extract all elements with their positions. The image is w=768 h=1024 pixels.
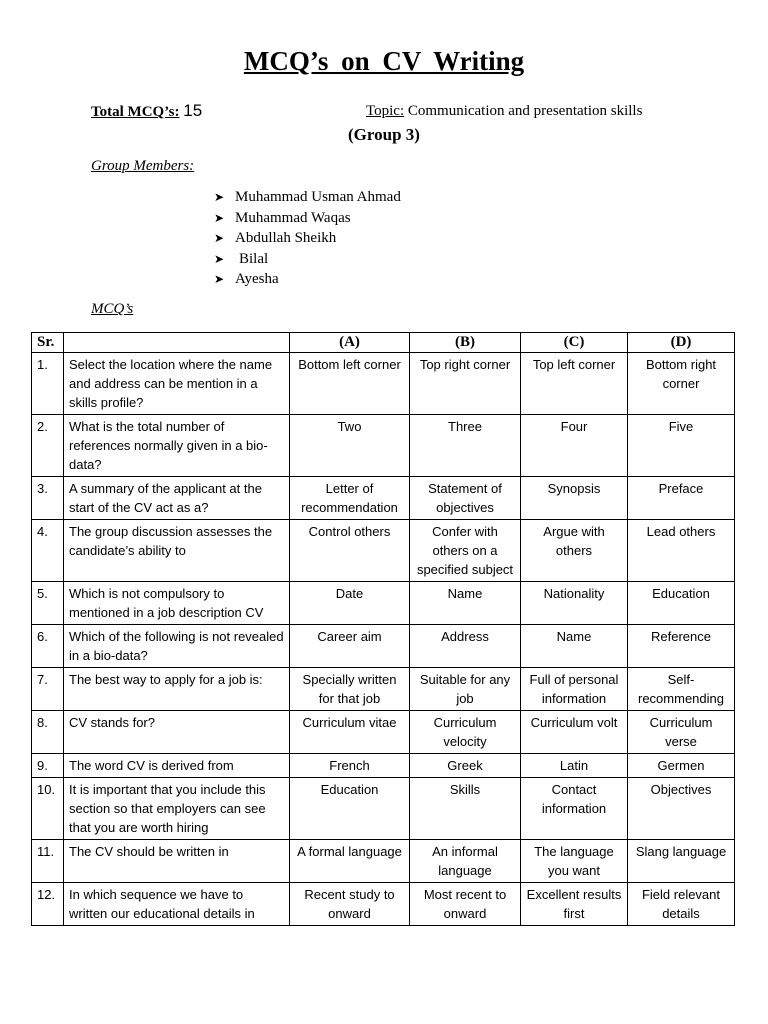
option-d: Field relevant details xyxy=(628,883,735,926)
option-d: Germen xyxy=(628,754,735,778)
question-text: Which is not compulsory to mentioned in a job description CV xyxy=(64,582,290,625)
question-number: 1. xyxy=(32,353,64,415)
table-row xyxy=(32,754,735,778)
option-b: Top right corner xyxy=(410,353,521,415)
question-number: 11. xyxy=(32,840,64,883)
option-c: The language you want xyxy=(521,840,628,883)
question-number: 9. xyxy=(32,754,64,778)
option-c: Synopsis xyxy=(521,477,628,520)
topic-value: Communication and presentation skills xyxy=(407,103,643,119)
option-c: Argue with others xyxy=(521,520,628,582)
option-d: Lead others xyxy=(628,520,735,582)
option-a: Education xyxy=(290,778,410,840)
option-c: Contact information xyxy=(521,778,628,840)
option-b: Name xyxy=(410,582,521,625)
option-a: Date xyxy=(290,582,410,625)
member-item xyxy=(214,269,401,290)
option-c: Latin xyxy=(521,754,628,778)
member-name: Bilal xyxy=(239,250,269,267)
option-c: Excellent results first xyxy=(521,883,628,926)
option-a: Curriculum vitae xyxy=(290,711,410,754)
question-number: 10. xyxy=(32,778,64,840)
question-number: 4. xyxy=(32,520,64,582)
table-header-row xyxy=(32,333,735,353)
question-text: Which of the following is not revealed in a bio-data? xyxy=(64,625,290,668)
table-row xyxy=(32,415,735,477)
question-text: A summary of the applicant at the start of the CV act as a? xyxy=(64,477,290,520)
option-b: Confer with others on a specified subject xyxy=(410,520,521,582)
table-row xyxy=(32,582,735,625)
option-c: Full of personal information xyxy=(521,668,628,711)
mcq-table xyxy=(31,332,735,926)
member-item xyxy=(214,187,401,208)
option-b: Curriculum velocity xyxy=(410,711,521,754)
header-option-c: (C) xyxy=(521,333,628,353)
question-number: 7. xyxy=(32,668,64,711)
arrow-bullet-icon: ➤ xyxy=(214,210,225,225)
member-item xyxy=(214,208,401,229)
option-b: Address xyxy=(410,625,521,668)
option-d: Education xyxy=(628,582,735,625)
question-number: 3. xyxy=(32,477,64,520)
member-name: Muhammad Waqas xyxy=(235,209,351,226)
member-name: Muhammad Usman Ahmad xyxy=(235,189,401,205)
question-text: CV stands for? xyxy=(64,711,290,754)
option-b: Suitable for any job xyxy=(410,668,521,711)
question-text: The best way to apply for a job is: xyxy=(64,668,290,711)
option-b: Greek xyxy=(410,754,521,778)
option-c: Four xyxy=(521,415,628,477)
table-row xyxy=(32,840,735,883)
total-mcqs-label: Total MCQ’s: xyxy=(91,104,180,120)
arrow-bullet-icon: ➤ xyxy=(214,190,225,204)
member-item xyxy=(214,228,401,249)
option-d: Self-recommending xyxy=(628,668,735,711)
option-d: Curriculum verse xyxy=(628,711,735,754)
table-row xyxy=(32,477,735,520)
group-members-list xyxy=(214,187,401,290)
option-b: Statement of objectives xyxy=(410,477,521,520)
question-number: 5. xyxy=(32,582,64,625)
arrow-bullet-icon: ➤ xyxy=(214,251,225,266)
table-row xyxy=(32,353,735,415)
header-option-d: (D) xyxy=(628,333,735,353)
option-a: Control others xyxy=(290,520,410,582)
option-c: Top left corner xyxy=(521,353,628,415)
question-text: In which sequence we have to written our educational details in xyxy=(64,883,290,926)
header-option-b: (B) xyxy=(410,333,521,353)
option-d: Bottom right corner xyxy=(628,353,735,415)
total-mcqs xyxy=(91,101,202,121)
option-a: Two xyxy=(290,415,410,477)
mcq-section-label: MCQ’s xyxy=(91,301,134,317)
question-number: 6. xyxy=(32,625,64,668)
option-a: Specially written for that job xyxy=(290,668,410,711)
total-mcqs-value: 15 xyxy=(183,101,203,120)
option-d: Five xyxy=(628,415,735,477)
table-row xyxy=(32,883,735,926)
member-name: Abdullah Sheikh xyxy=(235,230,337,246)
arrow-bullet-icon: ➤ xyxy=(214,272,225,286)
arrow-bullet-icon: ➤ xyxy=(214,231,225,245)
topic xyxy=(366,103,642,120)
option-b: An informal language xyxy=(410,840,521,883)
member-name: Ayesha xyxy=(235,271,279,287)
table-row xyxy=(32,625,735,668)
question-text: The CV should be written in xyxy=(64,840,290,883)
option-a: A formal language xyxy=(290,840,410,883)
question-number: 2. xyxy=(32,415,64,477)
question-number: 8. xyxy=(32,711,64,754)
option-a: Letter of recommendation xyxy=(290,477,410,520)
option-a: Recent study to onward xyxy=(290,883,410,926)
question-text: Select the location where the name and address can be mention in a skills profile? xyxy=(64,353,290,415)
option-a: French xyxy=(290,754,410,778)
member-item xyxy=(214,249,401,270)
header-option-a: (A) xyxy=(290,333,410,353)
table-row xyxy=(32,711,735,754)
option-d: Slang language xyxy=(628,840,735,883)
question-text: The group discussion assesses the candidate’s ability to xyxy=(64,520,290,582)
option-d: Preface xyxy=(628,477,735,520)
header-sr: Sr. xyxy=(32,333,64,353)
option-c: Name xyxy=(521,625,628,668)
option-d: Objectives xyxy=(628,778,735,840)
option-b: Three xyxy=(410,415,521,477)
option-c: Nationality xyxy=(521,582,628,625)
table-row xyxy=(32,668,735,711)
question-text: It is important that you include this section so that employers can see that you are worth hiring xyxy=(64,778,290,840)
topic-label: Topic: xyxy=(366,103,405,119)
group-members-label: Group Members: xyxy=(91,158,195,174)
question-text: The word CV is derived from xyxy=(64,754,290,778)
option-d: Reference xyxy=(628,625,735,668)
table-row xyxy=(32,778,735,840)
header-question xyxy=(64,333,290,353)
document-title: MCQ’s on CV Writing xyxy=(243,46,525,76)
option-a: Bottom left corner xyxy=(290,353,410,415)
group-heading: (Group 3) xyxy=(348,125,420,144)
option-b: Most recent to onward xyxy=(410,883,521,926)
table-row xyxy=(32,520,735,582)
option-c: Curriculum volt xyxy=(521,711,628,754)
option-b: Skills xyxy=(410,778,521,840)
question-number: 12. xyxy=(32,883,64,926)
question-text: What is the total number of references normally given in a bio-data? xyxy=(64,415,290,477)
option-a: Career aim xyxy=(290,625,410,668)
